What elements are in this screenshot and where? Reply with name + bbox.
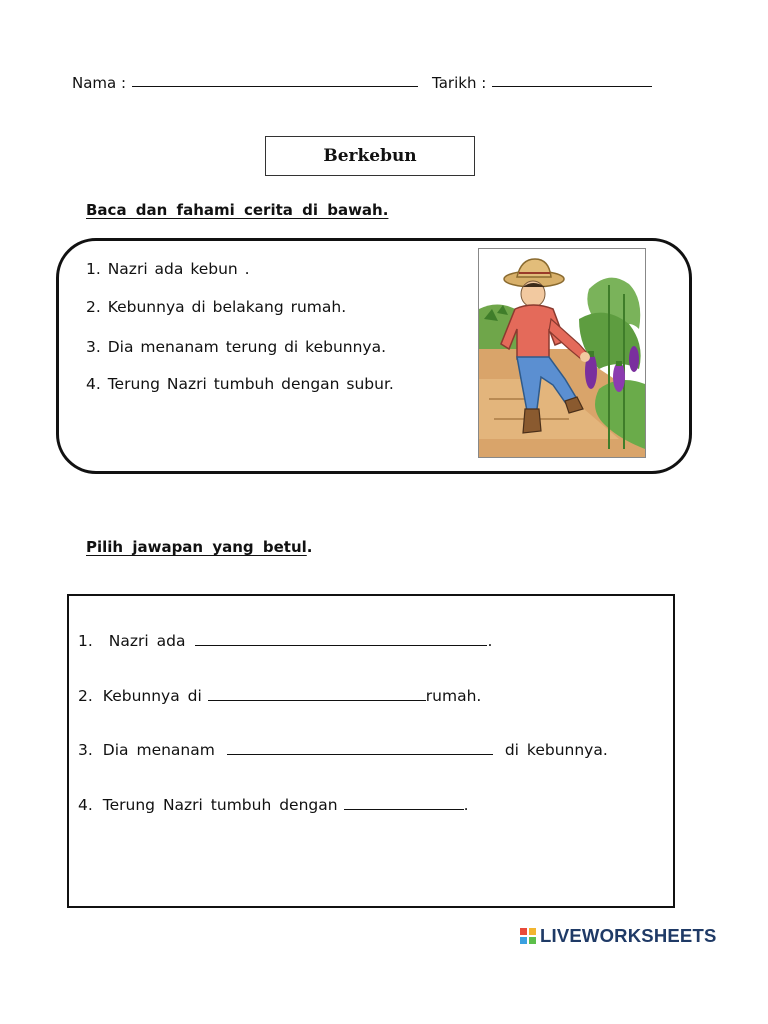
boy-picking-eggplant-illustration — [479, 249, 645, 457]
exercise-instruction — [86, 538, 312, 556]
name-label: Nama : — [72, 74, 127, 92]
name-blank[interactable] — [132, 85, 418, 87]
story-line-2: 2. Kebunnya di belakang rumah. — [86, 298, 347, 316]
date-blank[interactable] — [492, 85, 652, 87]
question-1-text: Nazri ada — [108, 632, 186, 650]
story-line-3: 3. Dia menanam terung di kebunnya. — [86, 338, 387, 356]
story-line-1: 1. Nazri ada kebun . — [86, 260, 250, 278]
question-3-end: di kebunnya. — [504, 741, 608, 759]
reading-instruction: Baca dan fahami cerita di bawah. — [86, 201, 389, 219]
liveworksheets-logo-icon — [520, 928, 536, 944]
question-1-number: 1. — [78, 632, 93, 650]
question-4-end: . — [463, 796, 469, 814]
question-2-end: rumah. — [425, 687, 482, 705]
question-1-end: . — [487, 632, 493, 650]
question-2-blank[interactable] — [208, 699, 426, 701]
question-4 — [78, 796, 469, 814]
story-line-4: 4. Terung Nazri tumbuh dengan subur. — [86, 375, 394, 393]
brand-text: LIVEWORKSHEETS — [540, 925, 717, 946]
liveworksheets-brand[interactable] — [520, 924, 730, 948]
page-title: Berkebun — [323, 146, 417, 166]
question-4-blank[interactable] — [344, 808, 464, 810]
question-3 — [78, 741, 608, 759]
question-4-text: Terung Nazri tumbuh dengan — [102, 796, 338, 814]
date-label: Tarikh : — [432, 74, 487, 92]
exercise-instruction-period: . — [306, 538, 313, 556]
question-4-number: 4. — [78, 796, 93, 814]
question-3-blank[interactable] — [227, 753, 493, 755]
question-2-text: Kebunnya di — [102, 687, 202, 705]
exercise-instruction-text: Pilih jawapan yang betul — [86, 538, 307, 556]
question-2 — [78, 687, 481, 705]
question-1-blank[interactable] — [195, 644, 487, 646]
question-2-number: 2. — [78, 687, 93, 705]
question-3-text: Dia menanam — [102, 741, 215, 759]
title-box — [265, 136, 475, 176]
story-picture — [478, 248, 646, 458]
question-1 — [78, 632, 492, 650]
header-fields — [72, 64, 692, 92]
question-3-number: 3. — [78, 741, 93, 759]
